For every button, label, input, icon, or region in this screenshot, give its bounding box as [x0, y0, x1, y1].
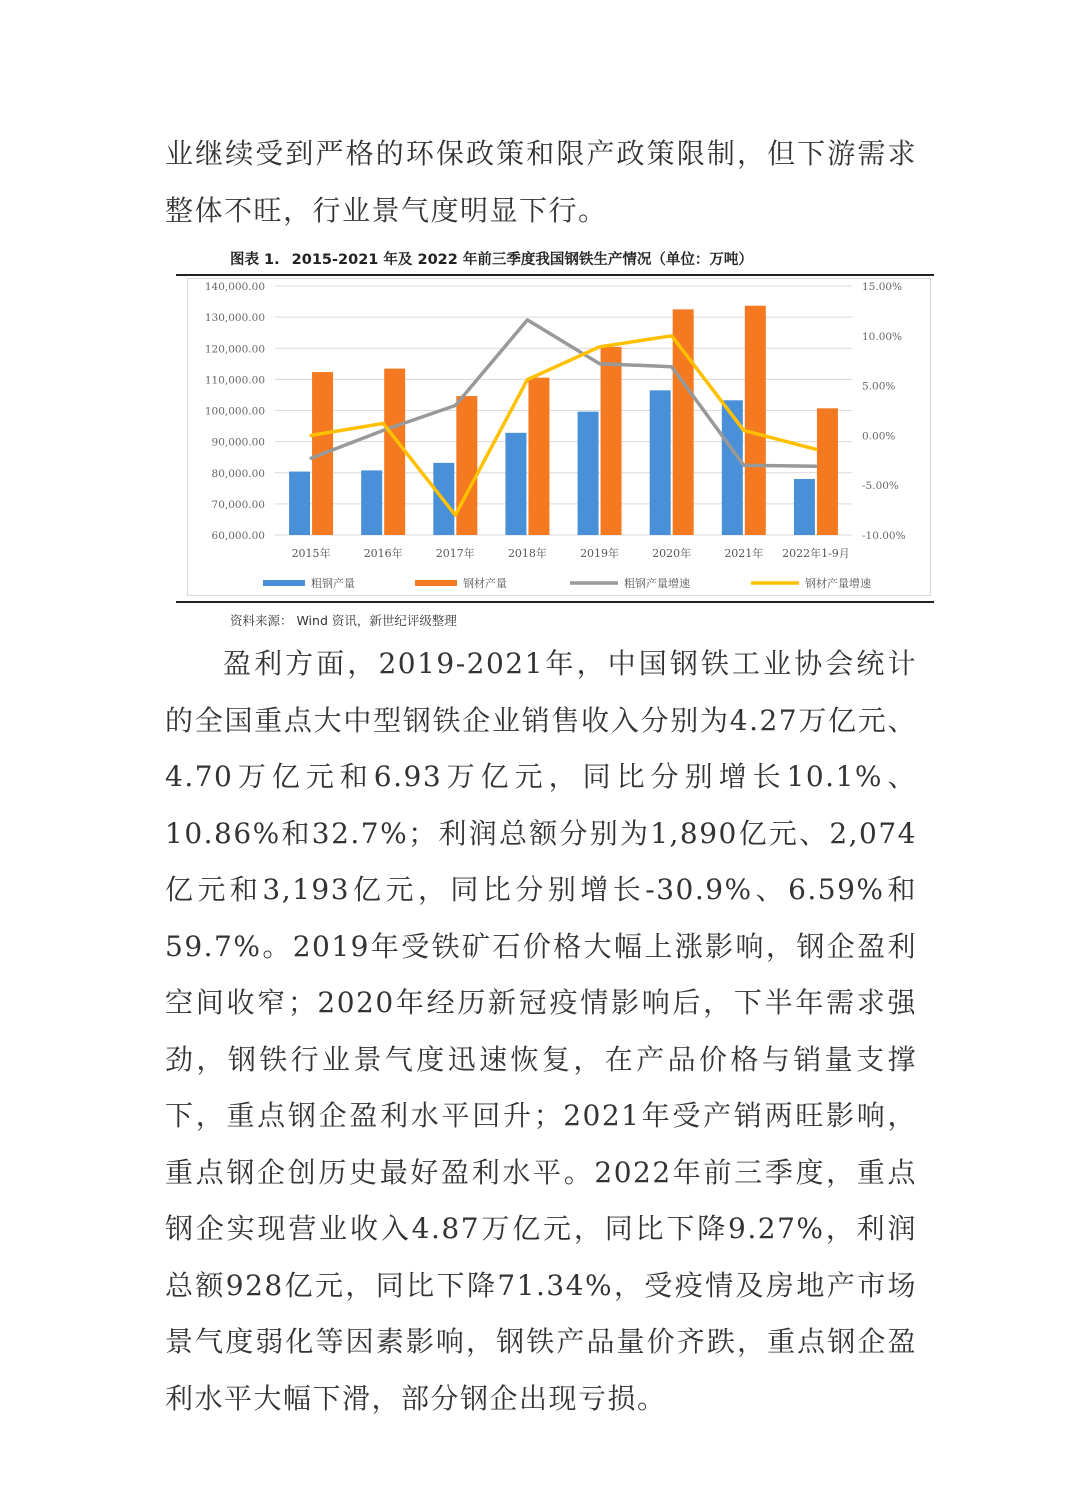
left-tick-label: 110,000.00 [204, 374, 265, 387]
right-tick-label: -5.00% [862, 480, 899, 493]
right-tick-label: 15.00% [862, 281, 903, 293]
right-tick-label: 5.00% [862, 380, 896, 393]
left-tick-label: 90,000.00 [211, 436, 265, 449]
x-tick-label: 2020年 [652, 547, 692, 560]
legend-label: 钢材产量 [463, 577, 507, 590]
figure-bottom-rule [176, 601, 934, 603]
x-tick-label: 2018年 [507, 547, 547, 560]
figure-title [230, 248, 753, 269]
left-tick-label: 100,000.00 [204, 405, 265, 418]
legend-swatch [263, 580, 305, 586]
left-tick-label: 140,000.00 [204, 281, 265, 293]
bar-steel-products [817, 408, 838, 535]
bar-crude-steel [794, 479, 815, 535]
bar-steel-products [456, 396, 477, 535]
right-tick-label: 0.00% [862, 430, 896, 443]
x-tick-label: 2017年 [435, 547, 475, 560]
figure-top-rule [176, 274, 934, 276]
bar-steel-products [745, 306, 766, 535]
left-tick-label: 120,000.00 [204, 343, 265, 356]
x-tick-label: 2015年 [291, 547, 331, 560]
legend-label: 粗钢产量 [311, 577, 355, 590]
right-tick-label: -10.00% [862, 530, 906, 542]
left-tick-label: 80,000.00 [211, 467, 265, 480]
x-tick-label: 2021年 [724, 547, 764, 560]
right-tick-label: 10.00% [862, 330, 903, 343]
legend-swatch [415, 580, 457, 586]
bar-steel-products [384, 369, 405, 535]
bar-steel-products [528, 378, 549, 535]
figure-source: 资料来源： Wind 资讯，新世纪评级整理 [230, 613, 457, 628]
left-tick-label: 130,000.00 [204, 312, 265, 325]
left-tick-label: 70,000.00 [211, 498, 265, 511]
chart-container [187, 278, 931, 596]
steel-production-chart [188, 279, 930, 595]
x-tick-label: 2022年1-9月 [782, 547, 850, 560]
bar-crude-steel [289, 472, 310, 535]
figure-prefix: 图表 1. [230, 252, 280, 268]
legend-label: 钢材产量增速 [805, 577, 871, 590]
bar-crude-steel [722, 400, 743, 535]
left-tick-label: 60,000.00 [211, 530, 265, 542]
bar-crude-steel [361, 470, 382, 535]
bar-crude-steel [505, 433, 526, 535]
bar-steel-products [601, 347, 622, 535]
bar-crude-steel [578, 412, 599, 535]
figure-title-text: 2015-2021 年及 2022 年前三季度我国钢铁生产情况（单位：万吨） [291, 252, 753, 268]
profit-paragraph: 盈利方面，2019-2021年，中国钢铁工业协会统计的全国重点大中型钢铁企业销售收入分别为4.27万亿元、4.70万亿元和6.93万亿元，同比分别增长10.1%、10.86%和32.7%；利润总额分别为1,890亿元、2,074亿元和3,193亿元，同比分别增长-30.9%、6.59%和59.7%。2019年受铁矿石价格大幅上涨影响，钢企盈利空间收窄；2020年经历新冠疫情影响后，下半年需求强劲，钢铁行业景气度迅速恢复，在产品价格与销量支撑下，重点钢企盈利水平回升；2021年受产销两旺影响，重点钢企创历史最好盈利水平。2022年前三季度，重点钢企实现营业收入4.87万亿元，同比下降9.27%，利润总额928亿元，同比下降71.34%，受疫情及房地产市场景气度弱化等因素影响，钢铁产品量价齐跌，重点钢企盈利水平大幅下滑，部分钢企出现亏损。 [165, 647, 917, 1415]
legend-label: 粗钢产量增速 [624, 577, 690, 590]
intro-paragraph: 业继续受到严格的环保政策和限产政策限制，但下游需求整体不旺，行业景气度明显下行。 [165, 137, 917, 227]
x-tick-label: 2016年 [363, 547, 403, 560]
bar-crude-steel [650, 390, 671, 535]
x-tick-label: 2019年 [580, 547, 620, 560]
